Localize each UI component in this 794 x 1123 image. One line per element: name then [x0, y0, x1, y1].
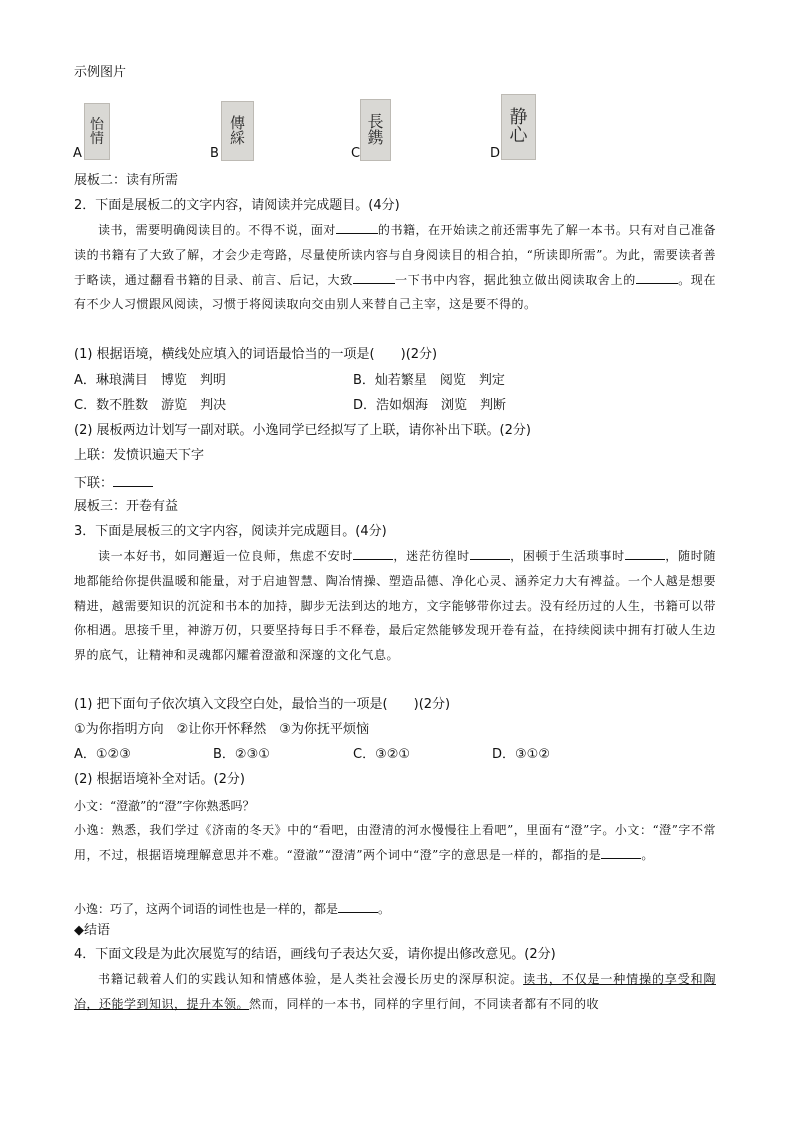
blank-1[interactable] [336, 220, 378, 234]
q3-option-b[interactable]: B．②③① [213, 747, 270, 762]
question-3-sub2: (2) 根据语境补全对话。(2分) [74, 772, 245, 787]
blank-4[interactable] [353, 546, 393, 560]
blank-6[interactable] [625, 546, 665, 560]
blank-5[interactable] [470, 546, 510, 560]
calligraphy-image-d: 静 心 [501, 94, 536, 160]
option-letter-c: C [351, 146, 361, 161]
blank-7[interactable] [601, 845, 641, 859]
q3-option-a[interactable]: A．①②③ [74, 747, 131, 762]
q2-option-c[interactable]: C．数不胜数 游览 判决 [74, 398, 227, 413]
lower-couplet: 下联： [74, 473, 153, 493]
q2-option-d[interactable]: D．浩如烟海 浏览 判断 [353, 398, 507, 413]
question-4-title: 4．下面文段是为此次展览写的结语，画线句子表达欠妥，请你提出修改意见。(2分) [74, 947, 556, 962]
blank-8[interactable] [338, 899, 378, 913]
underlined-sentence: 读书，不仅是一种情操的享受和陶冶，还能学到知识，提升本领。 [74, 972, 716, 1011]
sentence-choices: ①为你指明方向 ②让你开怀释然 ③为你抚平烦恼 [74, 722, 369, 737]
conclusion-title: ◆结语 [74, 923, 110, 938]
q2-option-b[interactable]: B．灿若繁星 阅览 判定 [353, 373, 505, 388]
q3-option-d[interactable]: D．③①② [492, 747, 550, 762]
calligraphy-image-b: 傳 綵 [221, 101, 254, 161]
conclusion-passage: 书籍记载着人们的实践认知和情感体验，是人类社会漫长历史的深厚积淀。读书，不仅是一种情操的享受和陶冶，还能学到知识，提升本领。然而，同样的一本书，同样的字里行间，不同读者都有不同的收 [74, 972, 716, 1011]
panel3-passage: 读一本好书，如同邂逅一位良师，焦虑不安时 ，迷茫彷徨时 ，困顿于生活琐事时 ，随时随地都能给你提供温暖和能量，对于启迪智慧、陶冶情操、塑造品德、净化心灵、涵养定力大有裨益。一个人越是想要精进，越需要知识的沉淀和书本的加持，脚步无法到达的地方，文字能够带你过去。没有经历过的人生，书籍可以带你相遇。思接千里，神游万仞，只要坚持每日手不释卷，最后定然能够发现开卷有益，在持续阅读中拥有打破人生边界的底气，让精神和灵魂都闪耀着澄澈和深邃的文化气息。 [74, 544, 716, 668]
panel3-title: 展板三：开卷有益 [74, 499, 179, 514]
question-3-title: 3．下面是展板三的文字内容，阅读并完成题目。(4分) [74, 524, 387, 539]
blank-2[interactable] [353, 270, 395, 284]
upper-couplet: 上联：发愤识遍天下字 [74, 448, 205, 463]
dialogue-line-1: 小文：“澄澈”的“澄”字你熟悉吗？ [74, 799, 255, 813]
question-2-sub2: (2) 展板两边计划写一副对联。小逸同学已经拟写了上联，请你补出下联。(2分) [74, 423, 531, 438]
option-letter-a: A [73, 146, 82, 161]
q3-option-c[interactable]: C．③②① [353, 747, 411, 762]
dialogue-line-2: 小逸：熟悉，我们学过《济南的冬天》中的“看吧，由澄清的河水慢慢往上看吧”，里面有“澄”字。小文：“澄”字不常用，不过，根据语境理解意思并不难。“澄澈”“澄清”两个词中“澄”字的意思是一样的，都指的是 。 [74, 823, 716, 862]
question-2-title: 2．下面是展板二的文字内容，请阅读并完成题目。(4分) [74, 198, 400, 213]
panel2-title: 展板二：读有所需 [74, 173, 179, 188]
dialogue-line-3: 小逸：巧了，这两个词语的词性也是一样的，都是 。 [74, 899, 390, 918]
blank-3[interactable] [636, 270, 678, 284]
calligraphy-image-c: 長 鎸 [360, 99, 391, 161]
sample-images-heading: 示例图片 [74, 65, 127, 80]
q2-option-a[interactable]: A．琳琅满目 博览 判明 [74, 373, 226, 388]
option-letter-d: D [490, 146, 501, 161]
question-3-sub1: (1) 把下面句子依次填入文段空白处，最恰当的一项是( )(2分) [74, 697, 451, 712]
lower-couplet-blank[interactable] [113, 473, 153, 487]
calligraphy-image-a: 怡 情 [84, 103, 110, 160]
question-2-sub1: (1) 根据语境，横线处应填入的词语最恰当的一项是( )(2分) [74, 347, 438, 362]
panel2-passage: 读书，需要明确阅读目的。不得不说，面对 的书籍，在开始读之前还需事先了解一本书。只有对自己准备读的书籍有了大致了解，才会少走弯路，尽量使所读内容与自身阅读目的相合拍，“所读即所需”。为此，需要读者善于略读，通过翻看书籍的目录、前言、后记，大致 一下书中内容，据此独立做出阅读取舍上的 。现在有不少人习惯跟风阅读，习惯于将阅读取向交由别人来替自己主宰，这是要不得的。 [74, 218, 716, 317]
option-letter-b: B [210, 146, 219, 161]
